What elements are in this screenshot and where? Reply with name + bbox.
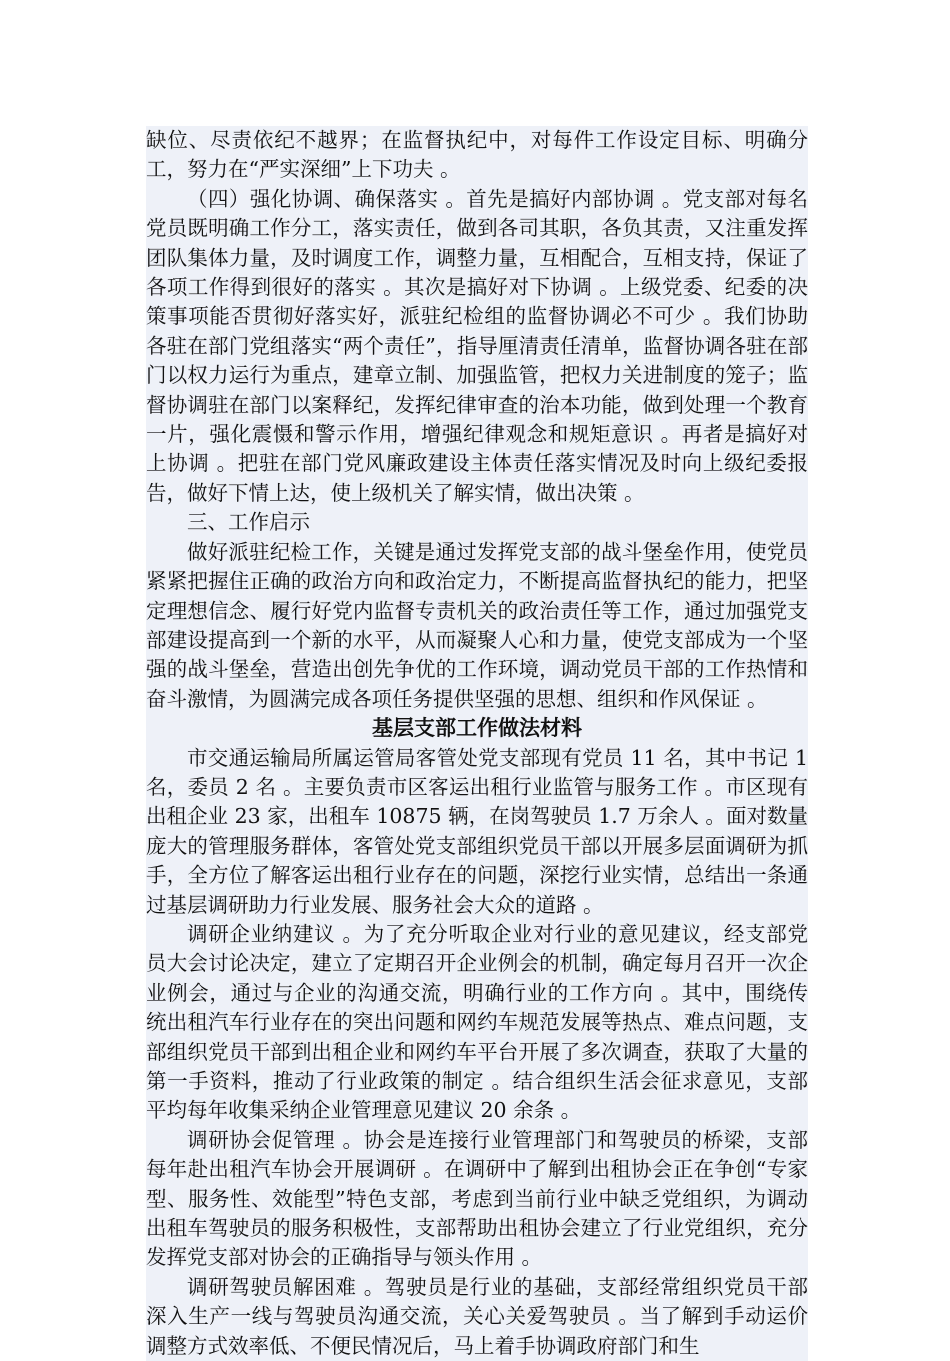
- document-body: [146, 126, 808, 1361]
- paragraph-intro: 市交通运输局所属运管局客管处党支部现有党员 11 名，其中书记 1 名，委员 2 名 。主要负责市区客运出租行业监管与服务工作 。市区现有出租企业 23 家，出租车 10875 辆，在岗驾驶员 1.7 万余人 。面对数量庞大的管理服务群体，客管处党支部组织党员干部以开展多层面调研为抓手，全方位了解客运出租行业存在的问题，深挖行业实情，总结出一条通过基层调研助力行业发展、服务社会大众的道路 。: [146, 745, 808, 917]
- paragraph-insights: 做好派驻纪检工作，关键是通过发挥党支部的战斗堡垒作用，使党员紧紧把握住正确的政治方向和政治定力，不断提高监督执纪的能力，把坚定理想信念、履行好党内监督专责机关的政治责任等工作，通过加强党支部建设提高到一个新的水平，从而凝聚人心和力量，使党支部成为一个坚强的战斗堡垒，营造出创先争优的工作环境，调动党员干部的工作热情和奋斗激情，为圆满完成各项任务提供坚强的思想、组织和作风保证 。: [146, 539, 808, 711]
- document-title: 基层支部工作做法材料: [372, 716, 582, 741]
- paragraph-association: 调研协会促管理 。协会是连接行业管理部门和驾驶员的桥梁，支部每年赴出租汽车协会开展调研 。在调研中了解到出租协会正在争创“专家型、服务性、效能型”特色支部，考虑到当前行业中缺乏党组织，为调动出租车驾驶员的服务积极性，支部帮助出租协会建立了行业党组织，充分发挥党支部对协会的正确指导与领头作用 。: [146, 1127, 808, 1270]
- paragraph-enterprise: 调研企业纳建议 。为了充分听取企业对行业的意见建议，经支部党员大会讨论决定，建立了定期召开企业例会的机制，确定每月召开一次企业例会，通过与企业的沟通交流，明确行业的工作方向 。其中，围绕传统出租汽车行业存在的突出问题和网约车规范发展等热点、难点问题，支部组织党员干部到出租企业和网约车平台开展了多次调查，获取了大量的第一手资料，推动了行业政策的制定 。结合组织生活会征求意见，支部平均每年收集采纳企业管理意见建议 20 余条 。: [146, 921, 808, 1123]
- paragraph-drivers: 调研驾驶员解困难 。驾驶员是行业的基础，支部经常组织党员干部深入生产一线与驾驶员沟通交流，关心关爱驾驶员 。当了解到手动运价调整方式效率低、不便民情况后，马上着手协调政府部门和生: [146, 1274, 808, 1358]
- paragraph-continued: 缺位、尽责依纪不越界；在监督执纪中，对每件工作设定目标、明确分工，努力在“严实深细”上下功夫 。: [146, 128, 808, 182]
- paragraph-coordination: （四）强化协调、确保落实 。首先是搞好内部协调 。党支部对每名党员既明确工作分工，落实责任，做到各司其职，各负其责，又注重发挥团队集体力量，及时调度工作，调整力量，互相配合，互相支持，保证了各项工作得到很好的落实 。其次是搞好对下协调 。上级党委、纪委的决策事项能否贯彻好落实好，派驻纪检组的监督协调必不可少 。我们协助各驻在部门党组落实“两个责任”，指导厘清责任清单，监督协调各驻在部门以权力运行为重点，建章立制、加强监管，把权力关进制度的笼子；监督协调驻在部门以案释纪，发挥纪律审查的治本功能，做到处理一个教育一片，强化震慑和警示作用，增强纪律观念和规矩意识 。再者是搞好对上协调 。把驻在部门党风廉政建设主体责任落实情况及时向上级纪委报告，做好下情上达，使上级机关了解实情，做出决策 。: [146, 186, 808, 505]
- section-heading-insights: 三、工作启示: [187, 510, 310, 535]
